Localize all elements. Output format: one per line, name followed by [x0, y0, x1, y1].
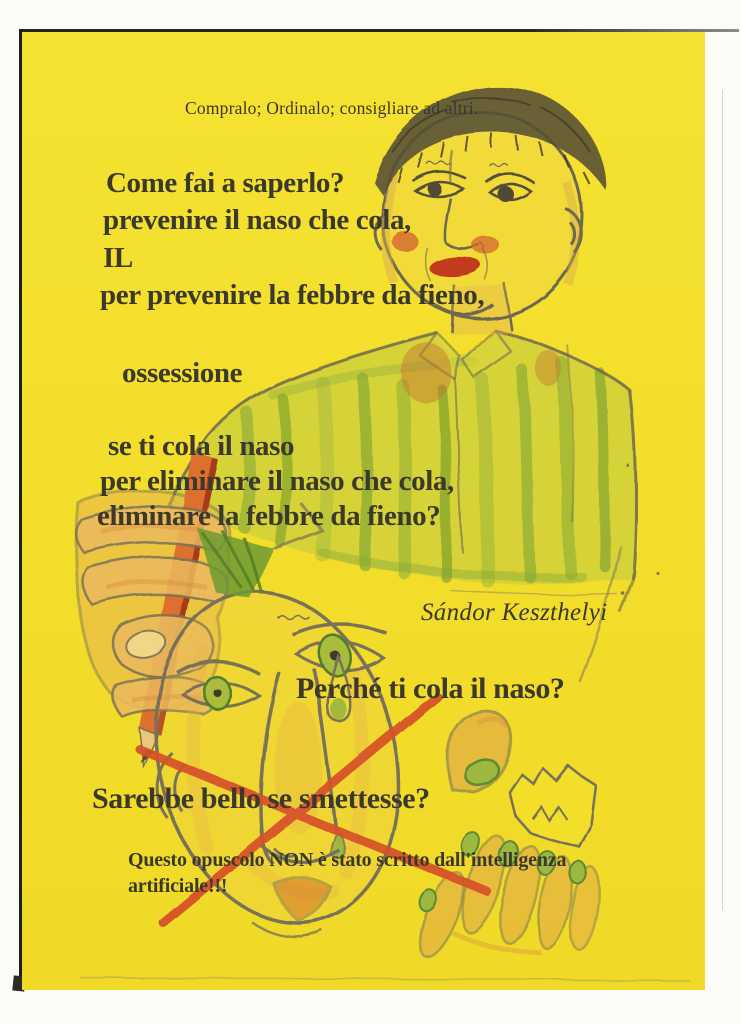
scan-fold-line	[722, 90, 723, 910]
question-bottom: Sarebbe bello se smettesse?	[92, 782, 430, 815]
headline-bottom-line-1: se ti cola il naso	[108, 430, 295, 462]
torn-paper	[510, 766, 596, 847]
tagline: Compralo; Ordinalo; consigliare ad altri.	[185, 98, 479, 118]
headline-bottom-line-3: eliminare la febbre da fieno?	[97, 500, 441, 532]
standalone-word: ossessione	[122, 357, 243, 389]
boy-figure	[168, 86, 636, 612]
headline-top-line-1: Come fai a saperlo?	[106, 167, 345, 199]
disclaimer-line-2: artificiale!!!	[128, 875, 228, 897]
headline-top-line-4: per prevenire la febbre da fieno,	[100, 279, 485, 311]
author-name: Sándor Keszthelyi	[421, 599, 608, 626]
question-top: Perché ti cola il naso?	[296, 672, 565, 705]
yellow-paper-page	[22, 32, 705, 990]
headline-top-line-3: IL	[103, 242, 133, 274]
disclaimer-line-1: Questo opuscolo NON è stato scritto dall'intelligenza	[128, 849, 567, 871]
pencil-scan-line	[80, 978, 690, 981]
headline-top-line-2: prevenire il naso che cola,	[103, 204, 411, 236]
crayon-patch	[400, 343, 452, 403]
headline-bottom-line-2: per eliminare il naso che cola,	[100, 465, 454, 497]
boy-cheek-right	[472, 237, 500, 255]
